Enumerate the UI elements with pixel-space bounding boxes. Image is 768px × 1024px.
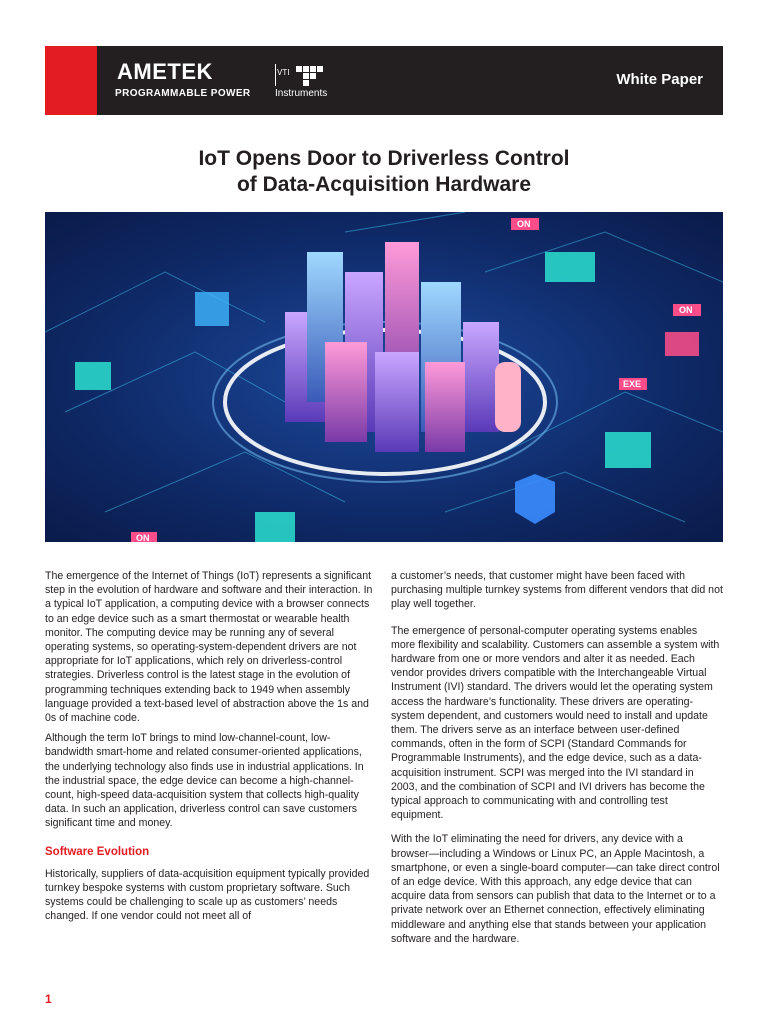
document-type-label: White Paper xyxy=(616,71,703,88)
smart-city-illustration-icon xyxy=(45,212,723,542)
title-line-1: IoT Opens Door to Driverless Control xyxy=(198,147,570,170)
right-paragraph-2: The emergence of personal-computer operating systems enables more flexibility and scalability. Customers can assemble a system with hardware from one or more vendors and alter it as needed. Each vendor provides drivers compatible with the Interchangeable Virtual Instrument (IVI) standard. The drivers would let the operating system access the hardware’s functionality. These drivers are operating-system dependent, and customers would need to install and update them. The drivers serve as an interface between user-defined commands, often in the form of SCPI (Standard Commands for Programmable Instruments), and the edge device, such as a data-acquisition instrument. SCPI was merged into the IVI standard in 2003, and the combination of SCPI and IVI drivers has become the typical approach to communicating with and controlling test equipment. xyxy=(391,624,720,822)
right-paragraph-1: a customer’s needs, that customer might have been faced with purchasing multiple turnkey systems from different vendors that did not play well together. xyxy=(391,570,723,611)
left-column xyxy=(45,569,377,930)
hero-tag-on-1: ON xyxy=(517,219,531,229)
left-paragraph-1: The emergence of the Internet of Things (IoT) represents a significant step in the evolution of hardware and software and their interaction. In a typical IoT application, a computing device with a browser connects to an edge device such as a smart thermostat or wearable health monitor. The computing device may be running any of several operating systems, so operating-system-dependent drivers are not appropriate for IoT applications, which rely on driverless-control strategies. Driverless control is the latest stage in the evolution of programming techniques extending back to 1949 when assembly language provided a text-based level of abstraction above the 1s and 0s of machine code. xyxy=(45,570,373,725)
page-number: 1 xyxy=(45,992,52,1006)
hero-tag-on-2: ON xyxy=(679,305,693,315)
vti-logo-name: Instruments xyxy=(275,88,328,99)
red-accent-tab xyxy=(45,46,97,115)
page-title xyxy=(45,146,723,198)
hero-tag-exe: EXE xyxy=(623,379,642,389)
hero-illustration xyxy=(45,212,723,542)
title-line-2: of Data-Acquisition Hardware xyxy=(236,173,532,196)
left-paragraph-2: Although the term IoT brings to mind low-channel-count, low-bandwidth smart-home and related consumer-oriented applications, the underlying technology also finds use in industrial applications. In the industrial space, the edge device can become a high-channel-count, high-speed data-acquisition system that collects high-quality data. In such an application, driverless control can save customers significant time and money. xyxy=(45,732,364,830)
left-paragraph-3: Historically, suppliers of data-acquisition equipment typically provided turnkey bespoke systems with custom proprietary software. Such systems could be challenging to scale up as customers’ needs changed. If one vendor could not meet all of xyxy=(45,867,370,923)
right-column xyxy=(391,569,723,952)
vti-logo-abbrev: VTI xyxy=(277,68,290,77)
hero-tag-on-3: ON xyxy=(136,533,150,542)
header-band xyxy=(45,46,723,115)
ametek-logo-subtitle: PROGRAMMABLE POWER xyxy=(115,88,251,99)
right-paragraph-3: With the IoT eliminating the need for drivers, any device with a browser—including a Windows or Linux PC, an Apple Macintosh, a smartphone, or even a single-board computer—can take direct control of an edge device. With this approach, any edge device that can acquire data from sensors can publish that data to the Internet or to a private network over an Ethernet connection, effectively eliminating middleware and anything else that stands between your application software and the hardware. xyxy=(391,833,720,945)
ametek-logo: AMETEK xyxy=(117,59,213,84)
section-heading-software-evolution: Software Evolution xyxy=(45,845,150,858)
